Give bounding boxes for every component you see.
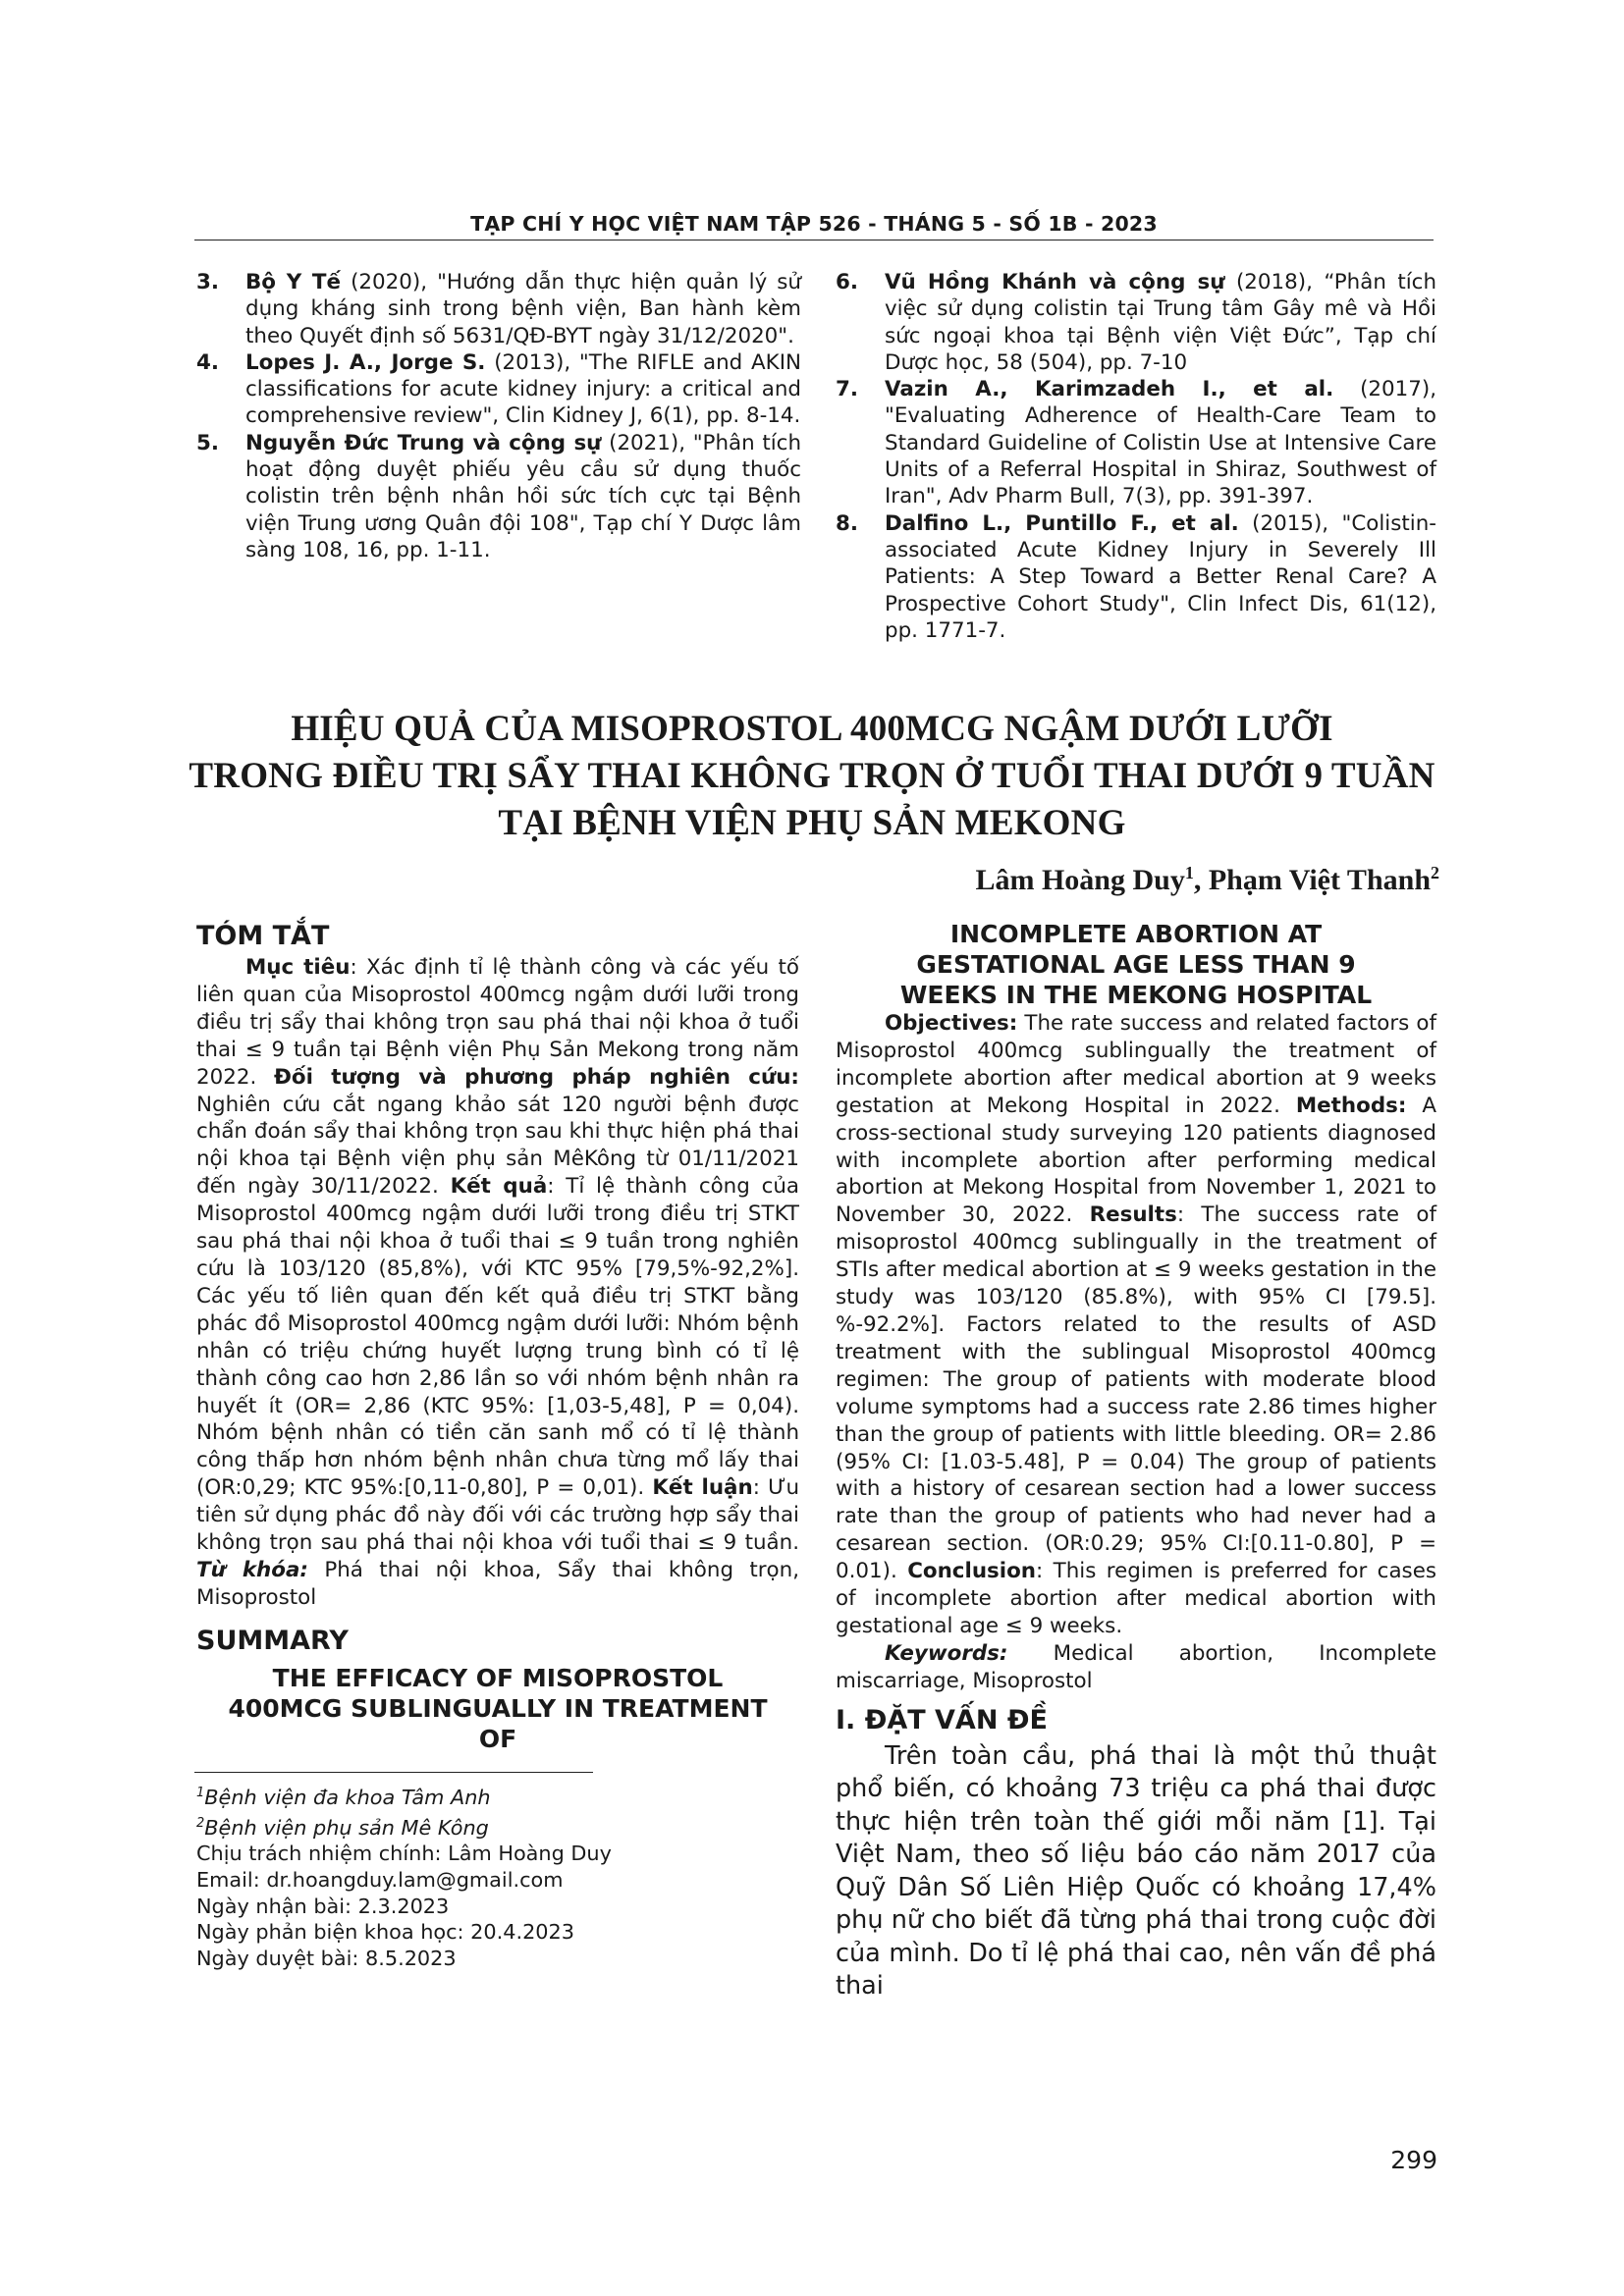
keywords-text: Medical abortion, Incomplete miscarriage, Misoprostol (836, 1640, 1436, 1693)
reference-item (836, 269, 1436, 376)
ket-luan-text: : Ưu tiên sử dụng phác đồ này đối với các trường hợp sẩy thai không trọn sau phá thai nội khoa với tuổi thai ≤ 9 tuần. (196, 1475, 800, 1556)
article-title-line: TẠI BỆNH VIỆN PHỤ SẢN MEKONG (498, 803, 1126, 843)
reference-item (196, 430, 801, 563)
page-number: 299 (1390, 2146, 1437, 2174)
label-methods: Methods: (1295, 1093, 1407, 1118)
summary-title-part2: INCOMPLETE ABORTION AT GESTATIONAL AGE LESS THAN 9 WEEKS IN THE MEKONG HOSPITAL (899, 920, 1373, 1009)
affiliation-mark: 1 (1184, 863, 1194, 882)
label-ket-luan: Kết luận (652, 1475, 753, 1501)
label-keywords: Keywords: (885, 1640, 1008, 1666)
results-text: : The success rate of misoprostol 400mcg sublingually in the treatment of STIs after medical abortion at ≤ 9 weeks gestation in the study was 103/120 (85.8%), with 95% CI [79.5]. %-92.2%]. Factors related to the results of ASD treatment with the sublingual Misoprostol 400mcg regimen: The group of patients with moderate blood volume symptoms had a success rate 2.86 times higher than the group of patients with little bleeding. OR= 2.86 (95% CI: [1.03-5.48], P = 0.04) The group of patients with a history of cesarean section had a lower success rate than the group of patients who had never had a cesarean section. (OR:0.29; 95% CI:[0.11-0.80], P = 0.01). (836, 1202, 1436, 1584)
footnote-rule (194, 1772, 593, 1773)
intro-text: Trên toàn cầu, phá thai là một thủ thuật phổ biến, có khoảng 73 triệu ca phá thai được thực hiện trên toàn thế giới mỗi năm [1]. Tại Việt Nam, theo số liệu báo cáo năm 2017 của Quỹ Dân Số Liên Hiệp Quốc có khoảng 17,4% phụ nữ cho biết đã từng phá thai trong cuộc đời của mình. Do tỉ lệ phá thai cao, nên vấn đề phá thai (836, 1740, 1436, 2002)
references-right-column (836, 269, 1436, 644)
keywords-line (836, 1640, 1436, 1695)
reference-authors: Lopes J. A., Jorge S. (245, 349, 486, 375)
reference-number: 3. (196, 270, 220, 294)
right-column (836, 917, 1436, 2003)
author-name: Phạm Việt Thanh (1208, 864, 1431, 896)
reference-item (196, 349, 801, 430)
reference-authors: Nguyễn Đức Trung và cộng sự (245, 430, 602, 455)
reference-number: 6. (836, 270, 859, 294)
footnotes (196, 1781, 785, 1972)
affiliation-mark: 2 (196, 1815, 205, 1831)
affiliation-text: Bệnh viện phụ sản Mê Kông (204, 1815, 489, 1840)
reference-text: (2021), "Phân tích hoạt động duyệt phiếu yêu cầu sử dụng thuốc colistin trên bệnh nhân hồi sức tích cực tại Bệnh viện Trung ương Quân đội 108", Tạp chí Y Dược lâm sàng 108, 16, pp. 1-11. (245, 430, 802, 562)
author-list (975, 863, 1439, 897)
objectives-text: The rate success and related factors of Misoprostol 400mcg sublingually the treatment of incomplete abortion after medical abortion at 9 weeks gestation at Mekong Hospital in 2022. (836, 1011, 1436, 1118)
affiliation-2 (196, 1811, 785, 1842)
reference-text: (2015), "Colistin-associated Acute Kidney Injury in Severely Ill Patients: A Step Toward a Better Renal Care? A Prospective Cohort Study", Clin Infect Dis, 61(12), pp. 1771-7. (885, 510, 1436, 643)
methods-text: A cross-sectional study surveying 120 patients diagnosed with incomplete abortion after performing medical abortion at Mekong Hospital from November 1, 2021 to November 30, 2022. (836, 1093, 1436, 1228)
author-separator: , (1193, 864, 1209, 896)
abstract-heading: TÓM TẮT (196, 921, 330, 951)
affiliation-1 (196, 1781, 785, 1811)
summary-heading: SUMMARY (196, 1625, 349, 1656)
date-reviewed: Ngày phản biện khoa học: 20.4.2023 (196, 1920, 575, 1945)
intro-heading: I. ĐẶT VẤN ĐỀ (836, 1704, 1048, 1735)
label-tu-khoa: Từ khóa: (196, 1557, 308, 1582)
article-title-line: HIỆU QUẢ CỦA MISOPROSTOL 400MCG NGẬM DƯỚI LƯỠI (291, 709, 1333, 749)
reference-number: 8. (836, 510, 859, 536)
reference-item (196, 269, 801, 349)
corresponding-author: Chịu trách nhiệm chính: Lâm Hoàng Duy (196, 1842, 612, 1866)
label-conclusion: Conclusion (907, 1559, 1037, 1584)
abstract-vi-text (196, 954, 799, 1612)
date-accepted: Ngày duyệt bài: 8.5.2023 (196, 1947, 457, 1971)
label-doi-tuong: Đối tượng và phương pháp nghiên cứu: (273, 1064, 799, 1090)
tu-khoa-text: Phá thai nội khoa, Sẩy thai không trọn, Misoprostol (196, 1557, 799, 1610)
date-received: Ngày nhận bài: 2.3.2023 (196, 1894, 450, 1918)
left-column (196, 917, 799, 1754)
journal-header: TẠP CHÍ Y HỌC VIỆT NAM TẬP 526 - THÁNG 5 - SỐ 1B - 2023 (470, 212, 1158, 236)
reference-item (836, 376, 1436, 509)
label-objectives: Objectives: (885, 1011, 1018, 1036)
references-left-column (196, 269, 801, 563)
reference-authors: Bộ Y Tế (245, 270, 342, 294)
doi-tuong-text: Nghiên cứu cắt ngang khảo sát 120 người bệnh được chẩn đoán sẩy thai không trọn sau khi thực hiện phá thai nội khoa tại Bệnh viện phụ sản MêKông từ 01/11/2021 đến ngày 30/11/2022. (196, 1092, 799, 1200)
article-title-line: TRONG ĐIỀU TRỊ SẨY THAI KHÔNG TRỌN Ở TUỔI THAI DƯỚI 9 TUẦN (189, 756, 1435, 796)
affiliation-mark: 1 (196, 1786, 205, 1800)
reference-authors: Vazin A., Karimzadeh I., et al. (885, 377, 1334, 402)
summary-title-part1: THE EFFICACY OF MISOPROSTOL 400MCG SUBLINGUALLY IN TREATMENT OF (228, 1663, 768, 1753)
author-name: Lâm Hoàng Duy (975, 864, 1185, 896)
summary-text (836, 1010, 1436, 1640)
reference-text: (2017), "Evaluating Adherence of Health-Care Team to Standard Guideline of Colistin Use at Intensive Care Units of a Referral Hospital in Shiraz, Southwest of Iran", Adv Pharm Bull, 7(3), pp. 391-397. (885, 377, 1437, 509)
label-ket-qua: Kết quả (450, 1174, 548, 1200)
reference-number: 7. (836, 377, 859, 402)
muc-tieu-text: : Xác định tỉ lệ thành công và các yếu tố liên quan của Misoprostol 400mcg ngậm dưới lưỡi trong điều trị sẩy thai không trọn sau phá thai nội khoa ở tuổi thai ≤ 9 tuần tại Bệnh viện Phụ Sản Mekong trong năm 2022. (196, 955, 799, 1090)
conclusion-text: : This regimen is preferred for cases of incomplete abortion after medical abortion with gestational age ≤ 9 weeks. (836, 1559, 1437, 1638)
reference-text: (2013), "The RIFLE and AKIN classifications for acute kidney injury: a critical and comprehensive review", Clin Kidney J, 6(1), pp. 8-14. (245, 349, 802, 429)
reference-number: 4. (196, 349, 220, 375)
ket-qua-text: : Tỉ lệ thành công của Misoprostol 400mcg ngậm dưới lưỡi trong điều trị STKT sau phá thai nội khoa ở tuổi thai ≤ 9 tuần trong nghiên cứu là 103/120 (85,8%), với KTC 95% [79,5%-92,2%]. Các yếu tố liên quan đến kết quả điều trị STKT bằng phác đồ Misoprostol 400mcg ngậm dưới lưỡi: Nhóm bệnh nhân có triệu chứng huyết lượng trung bình có tỉ lệ thành công cao hơn 2,86 lần so với nhóm bệnh nhân ra huyết ít (OR= 2,86 (KTC 95%: [1,03-5,48], P = 0,04). Nhóm bệnh nhân có tiền căn sanh mổ có tỉ lệ thành công thấp hơn nhóm bệnh nhân chưa từng mổ lấy thai (OR:0,29; KTC 95%:[0,11-0,80], P = 0,01). (196, 1174, 799, 1501)
reference-item (836, 510, 1436, 644)
reference-authors: Dalfino L., Puntillo F., et al. (885, 510, 1239, 536)
article-title (157, 706, 1467, 847)
label-results: Results (1089, 1202, 1177, 1228)
reference-text: (2020), "Hướng dẫn thực hiện quản lý sử dụng kháng sinh trong bệnh viện, Ban hành kèm theo Quyết định số 5631/QĐ-BYT ngày 31/12/2020". (245, 270, 801, 348)
reference-text: (2018), “Phân tích việc sử dụng colistin tại Trung tâm Gây mê và Hồi sức ngoại khoa tại Bệnh viện Việt Đức”, Tạp chí Dược học, 58 (504), pp. 7-10 (885, 270, 1436, 375)
affiliation-mark: 2 (1431, 863, 1439, 882)
reference-authors: Vũ Hồng Khánh và cộng sự (885, 270, 1225, 294)
reference-number: 5. (196, 430, 220, 455)
label-muc-tieu: Mục tiêu (245, 955, 351, 980)
affiliation-text: Bệnh viện đa khoa Tâm Anh (204, 1785, 491, 1809)
author-email: Email: dr.hoangduy.lam@gmail.com (196, 1867, 564, 1892)
